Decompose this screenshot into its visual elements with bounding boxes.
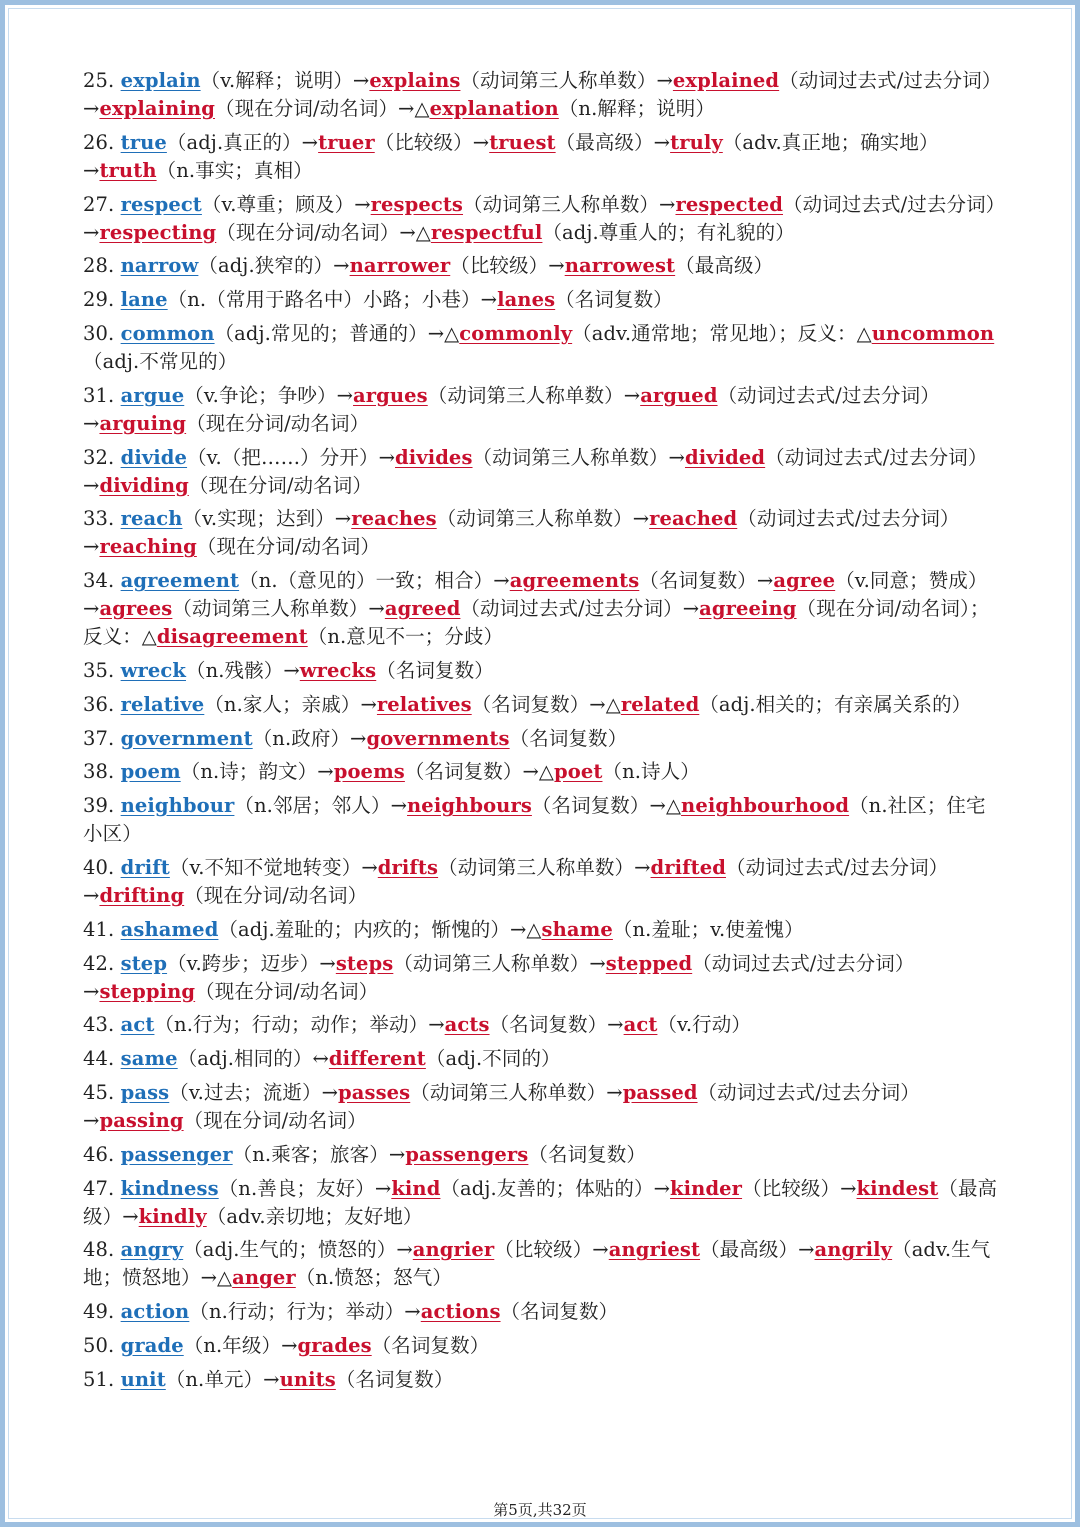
gloss-text: （动词第三人称单数）→ [463,192,676,216]
entry-number: 40. [83,855,121,879]
derived-word: narrowest [564,254,676,278]
gloss-text: （最高级）→ [555,130,671,154]
gloss-text: （动词过去式/过去分词）→ [83,951,915,1003]
gloss-text: （现在分词/动名词） [184,883,368,907]
entry-number: 35. [83,658,121,682]
base-word: action [120,1300,190,1324]
gloss-text: （v.跨步；迈步）→ [167,951,336,975]
base-word: passenger [120,1142,233,1166]
gloss-text: （最高级）→ [700,1238,815,1262]
vocab-entry [83,129,1003,185]
vocab-entry [83,1011,1003,1039]
vocab-entry [83,1298,1003,1326]
base-word: grade [120,1333,184,1357]
gloss-text: （动词第三人称单数）→ [460,69,673,92]
gloss-text: （名词复数） [500,1300,619,1324]
gloss-text: （v.行动） [657,1013,751,1037]
entry-number: 51. [83,1367,121,1391]
derived-word: argues [353,383,428,407]
vocab-entry [83,444,1003,500]
derived-word: uncommon [871,321,995,345]
vocab-entry [83,382,1003,438]
derived-word: truer [318,130,375,154]
gloss-text: （adj.不同的） [425,1047,561,1071]
vocab-entry [83,1141,1003,1169]
derived-word: disagreement [156,625,308,649]
entry-number: 42. [83,951,121,975]
vocab-entry [83,567,1003,651]
derived-word: grades [297,1333,372,1357]
gloss-text: （n.单元）→ [165,1367,280,1391]
gloss-text: （n.残骸）→ [185,658,300,682]
vocab-entry [83,1079,1003,1135]
page-footer: 第5页,共32页 [493,1501,587,1519]
gloss-text: （现在分词/动名词）→△ [214,97,430,120]
derived-word: drifts [377,855,439,879]
derived-word: truth [99,158,157,182]
derived-word: agreeing [699,597,797,621]
entry-number: 26. [83,130,121,154]
vocab-entry [83,916,1003,944]
base-word: divide [120,445,188,469]
entry-number: 49. [83,1300,121,1324]
base-word: angry [120,1238,184,1262]
vocab-entry [83,854,1003,910]
entry-number: 47. [83,1176,121,1200]
derived-word: kinder [670,1176,743,1200]
gloss-text: （名词复数）→△ [404,760,555,784]
gloss-text: （动词第三人称单数）→ [427,383,641,407]
gloss-text: （名词复数） [376,658,494,682]
gloss-text: （n.行为；行动；动作；举动）→ [154,1013,445,1037]
entry-number: 46. [83,1142,121,1166]
gloss-text: （动词过去式/过去分词）→ [83,507,960,559]
gloss-text: （现在分词/动名词） [188,473,372,497]
entry-number: 41. [83,917,121,941]
gloss-text: （n.年级）→ [183,1333,298,1357]
gloss-text: （n.诗；韵文）→ [180,760,334,784]
derived-word: dividing [99,473,189,497]
vocab-entry [83,792,1003,848]
gloss-text: （n.行动；行为；举动）→ [189,1300,421,1324]
derived-word: reaching [99,535,197,559]
gloss-text: （adj.友善的；体贴的）→ [440,1176,671,1200]
derived-word: divided [684,445,766,469]
derived-word: act [623,1013,658,1037]
gloss-text: （动词第三人称单数）→ [436,507,650,531]
gloss-text: （n.诗人） [602,760,700,784]
derived-word: agreed [384,597,461,621]
gloss-text: （adj.尊重人的；有礼貌的） [542,220,795,244]
derived-word: angrier [412,1238,495,1262]
gloss-text: （n.家人；亲戚）→ [204,692,377,716]
derived-word: actions [420,1300,501,1324]
entry-number: 37. [83,726,121,750]
gloss-text: （名词复数） [371,1333,490,1357]
gloss-text: （n.政府）→ [252,726,367,750]
derived-word: arguing [99,411,187,435]
derived-word: explaining [99,97,215,120]
derived-word: reaches [351,507,437,531]
gloss-text: （动词过去式/过去分词）→ [83,69,1002,120]
derived-word: angrily [814,1238,893,1262]
base-word: poem [120,760,181,784]
derived-word: commonly [459,321,573,345]
gloss-text: （现在分词/动名词）；反义：△ [83,597,990,649]
gloss-text: （n.乘客；旅客）→ [232,1142,406,1166]
gloss-text: （现在分词/动名词） [195,979,379,1003]
gloss-text: （动词过去式/过去分词）→ [83,1080,920,1132]
derived-word: kindest [856,1176,939,1200]
base-word: unit [120,1367,166,1391]
gloss-text: （动词第三人称单数）→ [438,855,651,879]
derived-word: relatives [376,692,472,716]
vocab-entry [83,950,1003,1006]
gloss-text: （最高级）→ [83,1176,998,1228]
derived-word: angriest [608,1238,701,1262]
derived-word: agrees [99,597,173,621]
derived-word: truest [489,130,556,154]
entry-number: 30. [83,321,121,345]
derived-word: neighbourhood [681,794,850,818]
gloss-text: （动词过去式/过去分词）→ [83,855,949,907]
derived-word: explains [369,69,461,92]
entry-number: 38. [83,760,121,784]
gloss-text: （动词过去式/过去分词）→ [460,597,700,621]
gloss-text: （adj.羞耻的；内疚的；惭愧的）→△ [218,917,542,941]
gloss-text: （比较级）→ [742,1176,857,1200]
vocab-entry [83,1236,1003,1292]
base-word: act [120,1013,155,1037]
entry-number: 29. [83,288,121,312]
gloss-text: （adj.不常见的） [83,349,238,373]
base-word: kindness [120,1176,219,1200]
derived-word: different [328,1047,426,1071]
vocab-entry [83,1175,1003,1231]
vocab-entry [83,657,1003,685]
gloss-text: （n.（常用于路名中）小路；小巷）→ [167,288,498,312]
base-word: wreck [120,658,186,682]
derived-word: steps [335,951,394,975]
vocab-entry [83,725,1003,753]
base-word: step [120,951,168,975]
gloss-text: （名词复数）→△ [471,692,621,716]
gloss-text: （n.事实；真相） [156,158,313,182]
gloss-text: （动词第三人称单数）→ [410,1080,623,1104]
gloss-text: （v.同意；赞成）→ [83,569,988,621]
derived-word: kindly [138,1204,207,1228]
derived-word: respectful [430,220,543,244]
gloss-text: （名词复数） [335,1367,454,1391]
entry-number: 44. [83,1047,121,1071]
gloss-text: （n.善良；友好）→ [218,1176,392,1200]
base-word: ashamed [120,917,219,941]
gloss-text: （名词复数） [509,726,628,750]
gloss-text: （现在分词/动名词） [196,535,380,559]
entry-number: 25. [83,69,121,92]
vocabulary-list [83,67,1003,1400]
vocab-entry [83,286,1003,314]
gloss-text: （n.羞耻；v.使羞愧） [612,917,804,941]
entry-number: 45. [83,1080,121,1104]
base-word: reach [120,507,183,531]
gloss-text: （动词过去式/过去分词）→ [83,445,988,497]
gloss-text: （名词复数）→ [489,1013,624,1037]
gloss-text: （adj.真正的）→ [166,130,319,154]
derived-word: explanation [429,97,559,120]
base-word: narrow [120,254,199,278]
base-word: true [120,130,167,154]
gloss-text: （动词第三人称单数）→ [393,951,606,975]
derived-word: wrecks [299,658,377,682]
gloss-text: （名词复数）→ [639,569,774,593]
derived-word: stepped [605,951,693,975]
derived-word: explained [672,69,780,92]
entry-number: 32. [83,445,121,469]
gloss-text: （n.（意见的）一致；相合）→ [239,569,510,593]
gloss-text: （adv.真正地；确实地）→ [83,130,939,182]
entry-number: 27. [83,192,121,216]
derived-word: reached [649,507,738,531]
gloss-text: （v.实现；达到）→ [182,507,352,531]
derived-word: respecting [99,220,217,244]
gloss-text: （v.尊重；顾及）→ [201,192,371,216]
base-word: lane [120,288,168,312]
derived-word: passed [622,1080,698,1104]
derived-word: drifted [650,855,726,879]
derived-word: anger [232,1266,296,1290]
vocab-entry [83,1366,1003,1394]
derived-word: passes [338,1080,411,1104]
derived-word: argued [640,383,718,407]
vocab-entry [83,691,1003,719]
base-word: pass [120,1080,170,1104]
gloss-text: （v.（把……）分开）→ [187,445,396,469]
derived-word: lanes [497,288,556,312]
gloss-text: （动词第三人称单数）→ [172,597,385,621]
entry-number: 34. [83,569,121,593]
gloss-text: （现在分词/动名词）→△ [216,220,431,244]
derived-word: stepping [99,979,196,1003]
gloss-text: （比较级）→ [450,254,565,278]
vocab-entry [83,758,1003,786]
base-word: common [120,321,215,345]
vocab-entry [83,191,1003,247]
vocab-entry [83,1332,1003,1360]
gloss-text: （动词过去式/过去分词）→ [83,192,996,244]
base-word: neighbour [120,794,235,818]
gloss-text: （名词复数）→△ [531,794,682,818]
gloss-text: （n.邻居；邻人）→ [234,794,408,818]
derived-word: poems [333,760,405,784]
derived-word: narrower [349,254,451,278]
base-word: agreement [120,569,240,593]
derived-word: agreements [509,569,640,593]
base-word: argue [120,383,185,407]
entry-number: 48. [83,1238,121,1262]
entry-number: 43. [83,1013,121,1037]
gloss-text: （动词第三人称单数）→ [472,445,685,469]
gloss-text: （最高级） [675,254,774,278]
gloss-text: （动词过去式/过去分词）→ [83,383,940,435]
gloss-text: （v.解释；说明）→ [200,69,370,92]
gloss-text: （名词复数） [555,288,673,312]
derived-word: agree [773,569,836,593]
gloss-text: （v.争论；争吵）→ [184,383,354,407]
derived-word: passing [99,1108,184,1132]
base-word: drift [120,855,170,879]
derived-word: shame [541,917,613,941]
entry-number: 33. [83,507,121,531]
gloss-text: （v.不知不觉地转变）→ [169,855,378,879]
derived-word: acts [444,1013,490,1037]
gloss-text: （adj.相同的）↔ [177,1047,329,1071]
base-word: government [120,726,253,750]
derived-word: truly [670,130,723,154]
gloss-text: （现在分词/动名词） [186,411,370,435]
entry-number: 39. [83,794,121,818]
derived-word: neighbours [407,794,532,818]
gloss-text: （adj.相关的；有亲属关系的） [699,692,972,716]
entry-number: 28. [83,254,121,278]
gloss-text: （比较级）→ [374,130,490,154]
entry-number: 31. [83,383,121,407]
gloss-text: （adj.狭窄的）→ [198,254,350,278]
derived-word: passengers [405,1142,529,1166]
vocab-entry [83,320,1003,376]
gloss-text: （n.解释；说明） [558,97,715,120]
base-word: respect [120,192,202,216]
gloss-text: （比较级）→ [494,1238,609,1262]
base-word: relative [120,692,205,716]
derived-word: units [279,1367,336,1391]
base-word: explain [120,69,201,92]
gloss-text: （adv.通常地；常见地）；反义：△ [572,321,872,345]
gloss-text: （n.社区；住宅小区） [83,794,986,846]
derived-word: governments [366,726,510,750]
vocab-entry [83,1045,1003,1073]
gloss-text: （现在分词/动名词） [183,1108,367,1132]
gloss-text: （adj.生气的；愤怒的）→ [183,1238,413,1262]
vocab-entry [83,252,1003,280]
vocab-entry [83,505,1003,561]
derived-word: kind [391,1176,441,1200]
derived-word: respected [675,192,783,216]
derived-word: drifting [99,883,185,907]
derived-word: poet [554,760,603,784]
gloss-text: （adv.生气地；愤怒地）→△ [83,1238,991,1290]
entry-number: 50. [83,1333,121,1357]
derived-word: related [620,692,700,716]
vocab-entry [83,67,1003,123]
gloss-text: （v.过去；流逝）→ [169,1080,339,1104]
gloss-text: （名词复数） [528,1142,646,1166]
base-word: same [120,1047,178,1071]
entry-number: 36. [83,692,121,716]
derived-word: respects [370,192,464,216]
gloss-text: （n.愤怒；怒气） [295,1266,452,1290]
gloss-text: （adj.常见的；普通的）→△ [214,321,460,345]
derived-word: divides [395,445,473,469]
gloss-text: （n.意见不一；分歧） [307,625,504,649]
gloss-text: （adv.亲切地；友好地） [206,1204,423,1228]
